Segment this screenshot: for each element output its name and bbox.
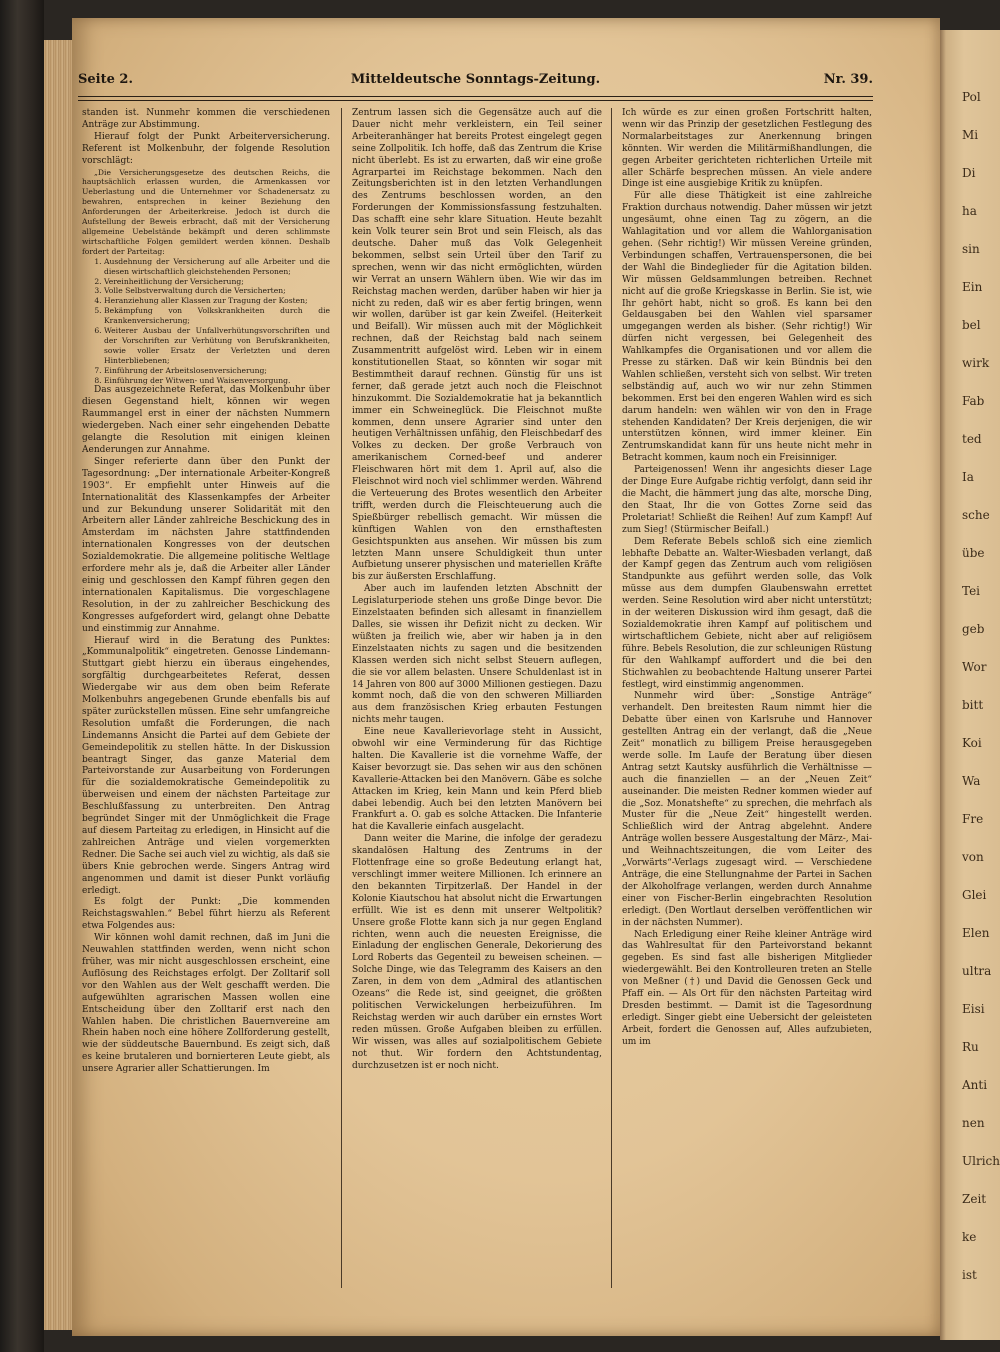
adjacent-page-text: ist xyxy=(962,1268,977,1282)
paragraph: Nach Erledigung einer Reihe kleiner Anträge wird das Wahlresultat für den Parteivorstand bekannt gegeben. Es sind fast alle bisherigen Mitglieder wiedergewählt. Bei den Kontrolleuren treten an Stelle von Meßner (†) und David die Genossen Geck und Pfaff ein. — Als Ort für den nächsten Parteitag wird Dresden bestimmt. — Damit ist die Tagesordnung erledigt. Singer giebt eine Uebersicht der geleisteten Arbeit, fordert die Genossen auf, Alles aufzubieten, um im xyxy=(622,929,872,1047)
book-spine xyxy=(0,0,44,1352)
adjacent-page-text: Di xyxy=(962,166,976,180)
paragraph: Zentrum lassen sich die Gegensätze auch auf die Dauer nicht mehr verkleistern, ein Teil seiner Arbeiteranhänger hat bereits Protest eingelegt gegen seine Zollpolitik. Ich hoffe, daß das Zentrum die Krise nicht überlebt. Es ist zu erwarten, daß wir eine große Agrarpartei im Reichstage bekommen. Nach den Zeitungsberichten ist in den letzten Verhandlungen des Zentrums beschlossen worden, an den Forderungen der Kommissionsfassung festzuhalten. Das schafft eine sehr klare Situation. Heute bezahlt kein Volk teurer sein Brot und sein Fleisch, als das deutsche. Daher muß das Volk Gelegenheit bekommen, selbst sein Urteil über den Tarif zu sprechen, wenn wir das nicht ermöglichten, würden wir Verrat an unsern Wählern üben. Wie wir das im Reichstag machen werden, darüber haben wir hier ja nicht zu reden, daß wir es aber fertig bringen, wenn wir wollen, darüber ist gar kein Zweifel. (Heiterkeit und Beifall). Wir müssen auch mit der Möglichkeit rechnen, daß der Reichstag bald nach seinem Zusammentritt aufgelöst wird. Leben wir in einem konstitutionellen Staat, so könnten wir sogar mit Bestimmtheit darauf rechnen. Günstig für uns ist ferner, daß gerade jetzt auch noch die Fleischnot hinzukommt. Die Sozialdemokratie hat ja bekanntlich immer ein Schweineglück. Die Fleischnot mußte kommen, denn unsere Agrarier sind unter den heutigen Verhältnissen unfähig, den Fleischbedarf des Volkes zu decken. Der große Verbrauch von amerikanischem Corned-beef und anderer Fleischwaren hört mit dem 1. April auf, also die Fleischnot wird noch viel schlimmer werden. Während die Verteuerung des Brotes wesentlich den Arbeiter trifft, werden durch die Fleischteuerung auch die Spießbürger rebellisch gemacht. Wir müssen die künftigen Wahlen von den ernsthaftesten Gesichtspunkten aus ansehen. Wir müssen bis zum letzten Mann unsere Schuldigkeit thun unter Aufbietung unserer physischen und materiellen Kräfte bis zur äußersten Erschlaffung. xyxy=(352,108,602,583)
text-column-3 xyxy=(622,108,872,1288)
paragraph: Dem Referate Bebels schloß sich eine ziemlich lebhafte Debatte an. Walter-Wiesbaden verlangt, daß der Kampf gegen das Zentrum auch vom religiösen Standpunkte aus geführt werden solle, das Volk müsse aus dem dumpfen Glaubenswahn errettet werden. Seine Resolution wird aber nicht unterstützt; in der weiteren Diskussion wird ihm gesagt, daß die Sozialdemokratie ihren Kampf auf politischem und wirtschaftlichem Gebiete, nicht aber auf religiösem führe. Bebels Resolution, die zur schleunigen Rüstung für den Wahlkampf auffordert und die bei den Stichwahlen zu beobachtende Haltung unserer Partei festlegt, wird einstimmig angenommen. xyxy=(622,536,872,690)
adjacent-page-text: Eisi xyxy=(962,1002,985,1016)
adjacent-page-text: Koi xyxy=(962,736,982,750)
paragraph: Es folgt der Punkt: „Die kommenden Reichstagswahlen.“ Bebel führt hierzu als Referent etwa Folgendes aus: xyxy=(82,897,330,932)
adjacent-page-text: von xyxy=(962,850,984,864)
adjacent-page-text: Ru xyxy=(962,1040,979,1054)
adjacent-page-text: ke xyxy=(962,1230,977,1244)
adjacent-page-text: geb xyxy=(962,622,985,636)
adjacent-page-text: Zeit xyxy=(962,1192,987,1206)
adjacent-page-text: Pol xyxy=(962,90,981,104)
column-divider xyxy=(341,108,342,1288)
adjacent-page-text: Anti xyxy=(962,1078,988,1092)
resolution-text: „Die Versicherungsgesetze des deutschen Reichs, die hauptsächlich erlassen wurden, die Armenkassen vor Ueberlastung und die Unternehmer vor Schadenersatz zu bewahren, entsprechen in keiner Beziehung den Anforderungen der Arbeiterkreise. Jedoch ist durch die Aufstellung der Beweis erbracht, daß mit der Versicherung allgemeine Uebelstände bekämpft und deren schlimmste wirtschaftliche Folgen gemildert werden können. Deshalb fordert der Parteitag: xyxy=(82,167,330,256)
adjacent-page-text: bitt xyxy=(962,698,984,712)
text-column-1 xyxy=(82,108,330,1288)
adjacent-page-text: Tei xyxy=(962,584,981,598)
list-item: 3. Volle Selbstverwaltung durch die Versicherten; xyxy=(104,286,330,296)
paragraph: Hierauf folgt der Punkt Arbeiterversicherung. Referent ist Molkenbuhr, der folgende Resolution vorschlägt: xyxy=(82,131,330,166)
paragraph: standen ist. Nunmehr kommen die verschiedenen Anträge zur Abstimmung. xyxy=(82,108,330,130)
adjacent-page-text: nen xyxy=(962,1116,985,1130)
paragraph: Eine neue Kavallerievorlage steht in Aussicht, obwohl wir eine Verminderung für das Richtige halten. Die Kavallerie ist die vornehme Waffe, der Kaiser bevorzugt sie. Das sehen wir aus den schönen Kavallerie-Attacken bei den Manövern. Gäbe es solche Attacken im Krieg, kein Mann und kein Pferd blieb dabei lebendig. Auch bei den letzten Manövern bei Frankfurt a. O. gab es solche Attacken. Die Infanterie hat die Kavallerie einfach ausgelacht. xyxy=(352,727,602,833)
list-item: 1. Ausdehnung der Versicherung auf alle Arbeiter und die diesen wirtschaftlich gleichstehenden Personen; xyxy=(104,257,330,277)
paragraph: Wir können wohl damit rechnen, daß im Juni die Neuwahlen stattfinden werden, wenn nicht schon früher, was mir nicht ausgeschlossen erscheint, eine Auflösung des Reichstages erfolgt. Der Zolltarif soll vor den Wahlen aus der Welt geschafft werden. Die aufgewühlten agrarischen Massen wollen eine Entscheidung über den Zolltarif erst nach den Wahlen haben. Die christlichen Bauernvereine am Rhein haben noch eine höhere Zollforderung gestellt, wie der süddeutsche Bauernbund. Es zeigt sich, daß es keine brutaleren und bornierteren Leute giebt, als unsere Agrarier aller Schattierungen. Im xyxy=(82,933,330,1075)
list-item: 5. Bekämpfung von Volkskrankheiten durch die Krankenversicherung; xyxy=(104,306,330,326)
adjacent-page-text: Ein xyxy=(962,280,983,294)
list-item: 6. Weiterer Ausbau der Unfallverhütungsvorschriften und der Vorschriften zur Verhütung von Berufskrankheiten, sowie voller Ersatz der Verletzten und deren Hinterbliebenen; xyxy=(104,326,330,366)
adjacent-page-text: Fre xyxy=(962,812,984,826)
adjacent-page-text: ultra xyxy=(962,964,992,978)
adjacent-page-text: Wa xyxy=(962,774,981,788)
header-rule xyxy=(78,96,873,101)
adjacent-page-text: sche xyxy=(962,508,990,522)
paragraph: Nunmehr wird über: „Sonstige Anträge“ verhandelt. Den breitesten Raum nimmt hier die Debatte über einen von Karlsruhe und Hannover gestellten Antrag ein der verlangt, daß die „Neue Zeit“ monatlich zu billigem Preise herausgegeben werde solle. Im Laufe der Beratung über diesen Antrag setzt Kautsky ausführlich die Verhältnisse — auch die finanziellen — an der „Neuen Zeit“ auseinander. Die meisten Redner kommen wieder auf die „Soz. Monatshefte“ zu sprechen, die mehrfach als Muster für die „Neue Zeit“ hingestellt werden. Schließlich wird der Antrag abgelehnt. Andere Anträge wollen bessere Ausgestaltung der März-, Mai- und Weihnachtszeitungen, die vom Leiter des „Vorwärts“-Verlags zugesagt wird. — Verschiedene Anträge, die eine Stellungnahme der Partei in Sachen der Alkoholfrage verlangen, werden durch Annahme einer von Fischer-Berlin eingebrachten Resolution erledigt. (Den Wortlaut derselben veröffentlichen wir in der nächsten Nummer). xyxy=(622,691,872,928)
page-number-label: Seite 2. xyxy=(78,72,133,87)
column-divider xyxy=(611,108,612,1288)
text-column-2 xyxy=(352,108,602,1288)
adjacent-page-fragment xyxy=(940,30,1000,1340)
paragraph: Das ausgezeichnete Referat, das Molkenbuhr über diesen Gegenstand hielt, können wir wegen Raummangel erst in einer der nächsten Nummern wiedergeben. Nach einer sehr eingehenden Debatte gelangte die Resolution mit einigen kleinen Aenderungen zur Annahme. xyxy=(82,385,330,455)
adjacent-page-text: ted xyxy=(962,432,982,446)
demands-list xyxy=(82,257,330,386)
adjacent-page-text: Fab xyxy=(962,394,985,408)
adjacent-page-text: Mi xyxy=(962,128,979,142)
adjacent-page-text: ha xyxy=(962,204,977,218)
paragraph: Hierauf wird in die Beratung des Punktes: „Kommunalpolitik“ eingetreten. Genosse Lindemann-Stuttgart giebt hierzu ein überaus eingehendes, sorgfältig durchgearbeitetes Referat, dessen Wiedergabe wir aus dem oben beim Referate Molkenbuhrs angegebenen Grunde ebenfalls bis auf später zurückstellen müssen. Eine sehr umfangreiche Resolution umfaßt die Forderungen, die nach Lindemanns Ansicht die Partei auf dem Gebiete der Gemeindepolitik zu stellen hätte. In der Diskussion beantragt Singer, das ganze Material dem Parteivorstande zur Ausarbeitung von Forderungen für die sozialdemokratische Gemeindepolitik zu überweisen und einem der nächsten Parteitage zur Beschlußfassung zu unterbreiten. Den Antrag begründet Singer mit der Unmöglichkeit die Frage auf diesem Parteitag zu erledigen, in Hinsicht auf die zahlreichen Anträge und vielen vorgemerkten Redner. Die Sache sei auch viel zu wichtig, als daß sie übers Knie gebrochen werde. Singers Antrag wird angenommen und damit ist dieser Punkt vorläufig erledigt. xyxy=(82,635,330,896)
issue-number: Nr. 39. xyxy=(823,72,873,87)
newspaper-title: Mitteldeutsche Sonntags-Zeitung. xyxy=(350,72,601,87)
adjacent-page-text: Elen xyxy=(962,926,990,940)
paragraph: Aber auch im laufenden letzten Abschnitt der Legislaturperiode stehen uns große Dinge bevor. Die Einzelstaaten befinden sich allesamt in finanziellem Dalles, sie wissen ihr Defizit nicht zu decken. Wir wüßten ja freilich wie, aber wir haben ja in den Einzelstaaten nichts zu sagen und die besitzenden Klassen werden sich nicht selbst Steuern auflegen, die sie vor allem belasten. Unsere Schuldenlast ist in 14 Jahren von 800 auf 3000 Millionen gestiegen. Dazu kommt noch, daß die von den schweren Milliarden aus dem französischen Krieg erbauten Festungen nichts mehr taugen. xyxy=(352,584,602,726)
list-item: 2. Vereinheitlichung der Versicherung; xyxy=(104,277,330,287)
adjacent-page-text: Wor xyxy=(962,660,987,674)
paragraph: Ich würde es zur einen großen Fortschritt halten, wenn wir das Prinzip der gesetzlichen Festlegung des Normalarbeitstages zur Anerkennung bringen könnten. Wir werden die Militärmißhandlungen, die gegen Arbeiter gerichteten richterlichen Urteile mit aller Schärfe besprechen müssen. An viele andere Dinge ist eine ausgiebige Kritik zu knüpfen. xyxy=(622,108,872,190)
paragraph: Singer referierte dann über den Punkt der Tagesordnung: „Der internationale Arbeiter-Kongreß 1903“. Er empfiehlt unter Hinweis auf die Internationalität des Klassenkampfes der Arbeiter und zur Bekundung unserer Solidarität mit den Arbeitern aller Länder zahlreiche Beschickung des in Amsterdam im nächsten Jahre stattfindenden internationalen Kongresses von der deutschen Sozialdemokratie. Die allgemeine politische Weltlage erfordere mehr als je, daß die Arbeiter aller Länder einig und geschlossen den Kampf führen gegen den internationalen Kapitalismus. Die vorgeschlagene Resolution, in der zu zahlreicher Beschickung des Kongresses aufgefordert wird, gelangt ohne Debatte und einstimmig zur Annahme. xyxy=(82,456,330,634)
adjacent-page-text: sin xyxy=(962,242,980,256)
page-edges xyxy=(44,40,72,1330)
list-item: 4. Heranziehung aller Klassen zur Tragung der Kosten; xyxy=(104,296,330,306)
list-item: 7. Einführung der Arbeitslosenversicherung; xyxy=(104,366,330,376)
adjacent-page-text: Ia xyxy=(962,470,974,484)
adjacent-page-text: wirk xyxy=(962,356,990,370)
adjacent-page-text: Glei xyxy=(962,888,987,902)
paragraph: Für alle diese Thätigkeit ist eine zahlreiche Fraktion durchaus notwendig. Daher müssen wir jetzt ungesäumt, ohne einen Tag zu zögern, an die Wahlagitation und vor allem die Wahlorganisation gehen. (Sehr richtig!) Wir müssen Vereine gründen, Verbindungen schaffen, Vertrauenspersonen, die bei der Wahl die Bindeglieder für die Agitation bilden. Wir müssen Geldsammlungen betreiben. Rechnet nicht auf die große Kriegskasse in Berlin. Sie ist, wie Ihr gehört habt, nicht so groß. Es kann bei den Geldausgaben bei den Wahlen viel sparsamer umgegangen werden als bisher. (Sehr richtig!) Wir dürfen nicht vergessen, bei Gelegenheit des Wahlkampfes die Organisationen und vor allem die Presse zu stärken. Daß wir kein Bündnis bei den Wahlen schließen, versteht sich von selbst. Wir treten selbständig auf, auch wo wir nur zehn Stimmen bekommen. Erst bei den engeren Wahlen wird es sich darum handeln: wen wählen wir von den in Frage stehenden Kandidaten? Der Kreis derjenigen, die wir unterstützen können, wird immer kleiner. Ein Zentrumskandidat kann für uns heute nicht mehr in Betracht kommen, kaum noch ein Freisinniger. xyxy=(622,191,872,464)
adjacent-page-text: übe xyxy=(962,546,985,560)
paragraph: Parteigenossen! Wenn ihr angesichts dieser Lage der Dinge Eure Aufgabe richtig verfolgt, dann seid ihr die Macht, die hämmert jung das alte, morsche Ding, den Staat, Ihr die von Gottes Zorne seid das Proletariat! Schließt die Reihen! Auf zum Kampf! Auf zum Sieg! (Stürmischer Beifall.) xyxy=(622,465,872,535)
list-item: 8. Einführung der Witwen- und Waisenversorgung. xyxy=(104,376,330,386)
paragraph: Dann weiter die Marine, die infolge der geradezu skandalösen Haltung des Zentrums in der Flottenfrage eine so große Bedeutung erlangt hat, verschlingt immer weitere Millionen. Ich erinnere an den bekannten Tirpitzerlaß. Der Handel in der Kolonie Kiautschou hat absolut nicht die Erwartungen erfüllt. Wie ist es denn mit unserer Weltpolitik? Unsere große Flotte kann sich ja nur gegen England richten, wenn auch die neuesten Ereignisse, die Einladung der englischen Generale, Dekorierung des Lord Roberts das Gegenteil zu beweisen scheinen. — Solche Dinge, wie das Telegramm des Kaisers an den Zaren, in dem von dem „Admiral des atlantischen Ozeans“ die Rede ist, sind geeignet, die größten politischen Verwickelungen herbeizuführen. Im Reichstag werden wir auch darüber ein ernstes Wort reden müssen. Große Aufgaben bleiben zu erfüllen. Wir wissen, was alles auf sozialpolitischem Gebiete not thut. Wir fordern den Achtstundentag, durchzusetzen ist er noch nicht. xyxy=(352,834,602,1071)
adjacent-page-text: bel xyxy=(962,318,981,332)
adjacent-page-text: Ulrich xyxy=(962,1154,1000,1168)
